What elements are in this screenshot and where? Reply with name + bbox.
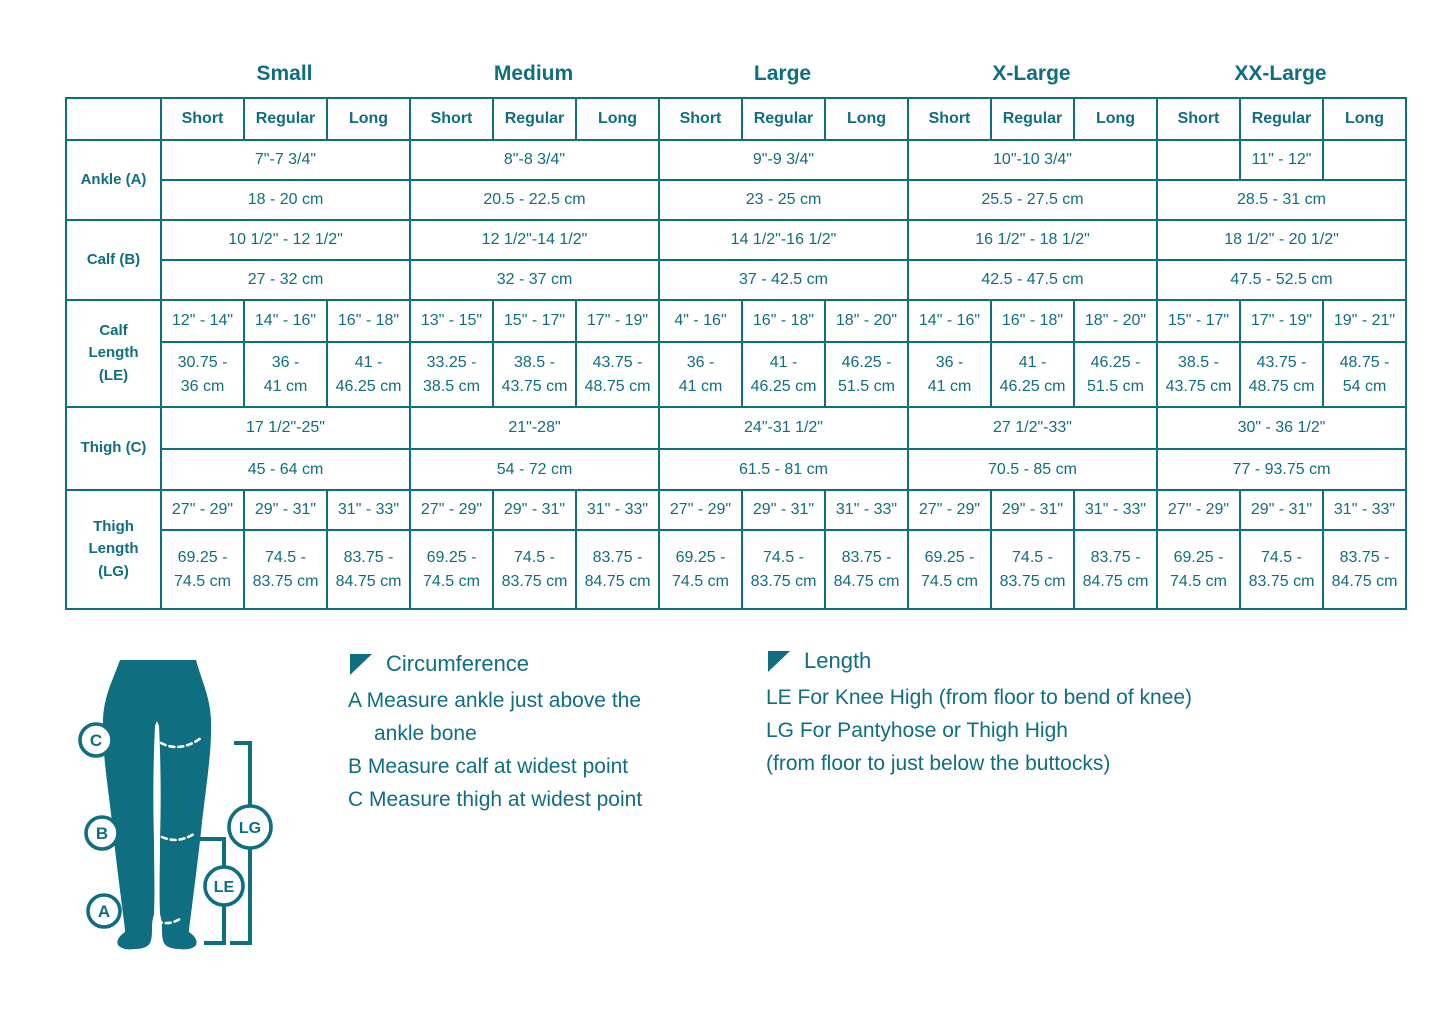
table-cell: 74.5 - 83.75 cm [244,530,327,609]
le-bracket-bottom [204,905,224,943]
circumference-legend-line-3: B Measure calf at widest point [348,755,629,778]
size-header-medium: Medium [493,62,574,85]
table-cell: 15" - 17" [1157,300,1240,342]
table-cell: 17" - 19" [1240,300,1323,342]
table-cell: 27" - 29" [161,490,244,530]
table-cell: 32 - 37 cm [410,260,659,300]
table-cell: 19" - 21" [1323,300,1406,342]
table-row-ankle-cm [66,180,1406,220]
table-cell: 17" - 19" [576,300,659,342]
table-cell: 15" - 17" [493,300,576,342]
fit-header-medium-regular: Regular [493,98,576,140]
circumference-legend-line-1: A Measure ankle just above the [348,689,642,712]
table-cell: 27" - 29" [659,490,742,530]
table-cell: 48.75 - 54 cm [1323,342,1406,407]
table-cell: 14 1/2"-16 1/2" [659,220,908,260]
circumference-legend-title-text: Circumference [386,651,530,676]
table-cell: 14" - 16" [244,300,327,342]
circumference-legend-lines [348,684,642,816]
fit-header-large-short: Short [659,98,742,140]
table-cell: 29" - 31" [742,490,825,530]
corner-cell [66,98,161,140]
table-cell: 31" - 33" [1074,490,1157,530]
table-row-calf-cm [66,260,1406,300]
circumference-legend-title [348,648,642,680]
table-cell: 30" - 36 1/2" [1157,407,1406,449]
row-label-thighlen: Thigh Length (LG) [66,490,161,609]
fit-header-small-short: Short [161,98,244,140]
length-legend-title [766,645,1192,677]
table-row-thighlen-in [66,490,1406,530]
table-cell: 77 - 93.75 cm [1157,449,1406,490]
table-cell: 83.75 - 84.75 cm [327,530,410,609]
table-cell: 41 - 46.25 cm [327,342,410,407]
table-cell: 31" - 33" [576,490,659,530]
table-cell: 27" - 29" [410,490,493,530]
table-cell: 54 - 72 cm [410,449,659,490]
fit-header-xxlarge-short: Short [1157,98,1240,140]
fit-header-xlarge-regular: Regular [991,98,1074,140]
table-cell: 24"-31 1/2" [659,407,908,449]
table-row-ankle-in [66,140,1406,180]
row-label-calf: Calf (B) [66,220,161,300]
circumference-legend [348,648,642,816]
table-cell: 74.5 - 83.75 cm [991,530,1074,609]
marker-a-label: A [97,902,111,921]
row-label-thigh: Thigh (C) [66,407,161,490]
table-cell: 14" - 16" [908,300,991,342]
length-legend-lines [766,681,1192,780]
table-cell: 36 - 41 cm [244,342,327,407]
table-cell: 4" - 16" [659,300,742,342]
fit-header-large-regular: Regular [742,98,825,140]
size-header-small: Small [256,62,313,85]
table-cell: 70.5 - 85 cm [908,449,1157,490]
table-cell: 13" - 15" [410,300,493,342]
fit-header-xxlarge-regular: Regular [1240,98,1323,140]
fit-header-small-regular: Regular [244,98,327,140]
marker-b-label: B [95,824,109,843]
table-cell: 21"-28" [410,407,659,449]
table-cell: 18" - 20" [1074,300,1157,342]
table-cell: 69.25 - 74.5 cm [410,530,493,609]
table-cell: 18 1/2" - 20 1/2" [1157,220,1406,260]
table-cell: 12" - 14" [161,300,244,342]
table-cell: 18 - 20 cm [161,180,410,220]
table-cell: 36 - 41 cm [908,342,991,407]
table-cell: 27" - 29" [908,490,991,530]
table-cell: 46.25 - 51.5 cm [825,342,908,407]
table-cell: 36 - 41 cm [659,342,742,407]
table-cell: 38.5 - 43.75 cm [1157,342,1240,407]
table-cell: 7"-7 3/4" [161,140,410,180]
table-cell: 37 - 42.5 cm [659,260,908,300]
marker-lg-label: LG [238,820,262,837]
row-label-ankle: Ankle (A) [66,140,161,220]
size-group-headers [160,62,1405,86]
table-cell: 8"-8 3/4" [410,140,659,180]
leg-measurement-diagram [60,630,380,990]
table-cell: 74.5 - 83.75 cm [1240,530,1323,609]
table-cell: 74.5 - 83.75 cm [493,530,576,609]
table-cell: 31" - 33" [1323,490,1406,530]
table-cell: 23 - 25 cm [659,180,908,220]
table-row-thigh-in [66,407,1406,449]
table-cell: 16" - 18" [327,300,410,342]
table-cell: 16 1/2" - 18 1/2" [908,220,1157,260]
table-cell: 31" - 33" [327,490,410,530]
table-cell: 38.5 - 43.75 cm [493,342,576,407]
table-cell [1323,140,1406,180]
length-legend-line-1: LE For Knee High (from floor to bend of knee) [766,686,1193,709]
table-cell: 74.5 - 83.75 cm [742,530,825,609]
table-cell: 33.25 - 38.5 cm [410,342,493,407]
table-cell: 43.75 - 48.75 cm [576,342,659,407]
length-legend [766,645,1192,780]
lg-bracket [234,743,250,806]
table-cell: 29" - 31" [493,490,576,530]
table-cell: 29" - 31" [1240,490,1323,530]
table-cell: 83.75 - 84.75 cm [576,530,659,609]
table-cell: 16" - 18" [991,300,1074,342]
length-legend-line-3: (from floor to just below the buttocks) [766,752,1111,775]
table-cell: 18" - 20" [825,300,908,342]
table-cell: 69.25 - 74.5 cm [908,530,991,609]
table-cell: 27 - 32 cm [161,260,410,300]
sizing-chart-table [65,97,1407,610]
le-bracket [198,839,224,867]
table-cell: 83.75 - 84.75 cm [1323,530,1406,609]
table-cell: 20.5 - 22.5 cm [410,180,659,220]
table-cell: 28.5 - 31 cm [1157,180,1406,220]
table-cell: 29" - 31" [991,490,1074,530]
flag-triangle-icon [766,649,791,673]
table-cell: 46.25 - 51.5 cm [1074,342,1157,407]
table-cell: 30.75 - 36 cm [161,342,244,407]
fit-header-large-long: Long [825,98,908,140]
fit-header-medium-long: Long [576,98,659,140]
size-header-large: Large [753,62,812,85]
table-cell: 17 1/2"-25" [161,407,410,449]
table-cell: 41 - 46.25 cm [742,342,825,407]
table-cell: 10"-10 3/4" [908,140,1157,180]
table-cell: 47.5 - 52.5 cm [1157,260,1406,300]
table-cell: 69.25 - 74.5 cm [659,530,742,609]
marker-le-label: LE [213,879,235,896]
length-legend-line-2: LG For Pantyhose or Thigh High [766,719,1068,742]
length-legend-title-text: Length [804,648,872,673]
fit-header-xlarge-long: Long [1074,98,1157,140]
table-cell [1157,140,1240,180]
table-cell: 29" - 31" [244,490,327,530]
table-cell: 25.5 - 27.5 cm [908,180,1157,220]
fit-header-small-long: Long [327,98,410,140]
table-cell: 41 - 46.25 cm [991,342,1074,407]
table-cell: 9"-9 3/4" [659,140,908,180]
row-label-calflen: Calf Length (LE) [66,300,161,407]
fit-header-medium-short: Short [410,98,493,140]
table-cell: 16" - 18" [742,300,825,342]
table-cell: 83.75 - 84.75 cm [1074,530,1157,609]
table-row-thighlen-cm [66,530,1406,609]
table-cell: 27" - 29" [1157,490,1240,530]
table-cell: 69.25 - 74.5 cm [1157,530,1240,609]
size-header-x-large: X-Large [992,62,1071,85]
fit-header-xxlarge-long: Long [1323,98,1406,140]
table-row-calflen-in [66,300,1406,342]
table-cell: 12 1/2"-14 1/2" [410,220,659,260]
table-cell: 83.75 - 84.75 cm [825,530,908,609]
table-cell: 10 1/2" - 12 1/2" [161,220,410,260]
table-cell: 43.75 - 48.75 cm [1240,342,1323,407]
table-row-calf-in [66,220,1406,260]
table-cell: 27 1/2"-33" [908,407,1157,449]
circumference-legend-line-4: C Measure thigh at widest point [348,788,643,811]
table-cell: 31" - 33" [825,490,908,530]
table-cell: 42.5 - 47.5 cm [908,260,1157,300]
fit-header-xlarge-short: Short [908,98,991,140]
table-cell: 11" - 12" [1240,140,1323,180]
table-row-calflen-cm [66,342,1406,407]
circumference-legend-line-2: ankle bone [374,722,477,745]
size-header-xx-large: XX-Large [1234,62,1327,85]
marker-c-label: C [89,731,103,750]
table-cell: 69.25 - 74.5 cm [161,530,244,609]
table-cell: 61.5 - 81 cm [659,449,908,490]
table-row-thigh-cm [66,449,1406,490]
table-cell: 45 - 64 cm [161,449,410,490]
